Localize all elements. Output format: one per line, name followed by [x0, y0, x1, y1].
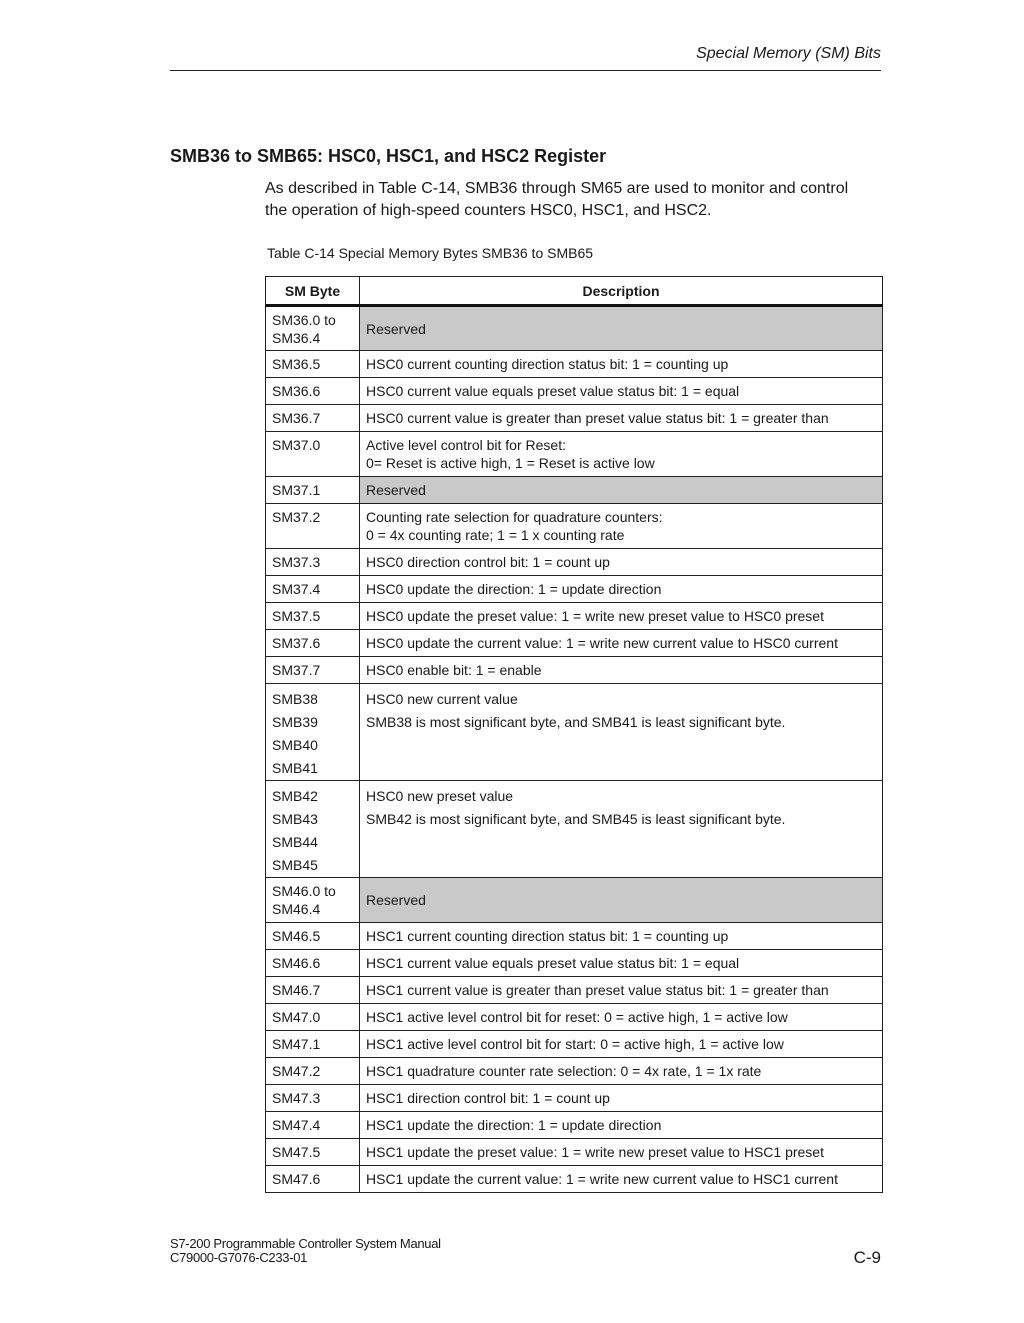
description-cell — [360, 549, 883, 576]
sm-byte-cell — [266, 549, 360, 576]
section-title: SMB36 to SMB65: HSC0, HSC1, and HSC2 Register — [170, 146, 607, 166]
sm-byte-label: SM47.3 — [272, 1090, 321, 1106]
description-line: HSC0 current value is greater than preset value status bit: 1 = greater than — [366, 410, 829, 426]
sm-byte-cell — [266, 1031, 360, 1058]
description-cell — [360, 1004, 883, 1031]
table-row — [266, 504, 883, 549]
description-line: HSC1 update the current value: 1 = write new current value to HSC1 current — [366, 1171, 838, 1187]
sm-byte-cell — [266, 1166, 360, 1193]
sm-byte-cell — [266, 477, 360, 504]
sm-byte-label: SM37.0 — [272, 437, 321, 453]
sm-byte-cell — [266, 1085, 360, 1112]
sm-byte-cell — [266, 1139, 360, 1166]
sm-byte-label: SM46.4 — [272, 901, 321, 917]
table-row — [266, 781, 883, 878]
description-cell — [360, 781, 883, 878]
description-line: SMB38 is most significant byte, and SMB41 is least significant byte. — [366, 714, 786, 730]
table-body — [266, 306, 883, 1193]
description-line: Reserved — [366, 482, 426, 498]
table-header-row — [266, 277, 883, 306]
description-cell — [360, 477, 883, 504]
running-head: Special Memory (SM) Bits — [696, 45, 881, 62]
description-line: HSC0 new preset value — [366, 788, 514, 804]
table-row — [266, 405, 883, 432]
sm-byte-cell — [266, 977, 360, 1004]
table-row — [266, 878, 883, 923]
sm-byte-label: SM47.5 — [272, 1144, 321, 1160]
sm-bytes-table — [265, 276, 883, 1193]
description-line: HSC0 direction control bit: 1 = count up — [366, 554, 610, 570]
sm-byte-label: SMB44 — [272, 834, 318, 850]
description-cell — [360, 504, 883, 549]
description-cell — [360, 1166, 883, 1193]
sm-byte-label: SM37.4 — [272, 581, 321, 597]
sm-byte-cell — [266, 504, 360, 549]
table-row — [266, 684, 883, 781]
intro-line: the operation of high-speed counters HSC0, HSC1, and HSC2. — [265, 202, 712, 219]
description-line: HSC0 update the direction: 1 = update direction — [366, 581, 662, 597]
description-line: SMB42 is most significant byte, and SMB45 is least significant byte. — [366, 811, 786, 827]
description-line: HSC1 active level control bit for reset: 0 = active high, 1 = active low — [366, 1009, 788, 1025]
sm-byte-label: SM37.1 — [272, 482, 321, 498]
description-cell — [360, 1085, 883, 1112]
sm-byte-label: SM36.0 to — [272, 312, 336, 328]
sm-byte-label: SM47.1 — [272, 1036, 321, 1052]
table-caption: Table C-14 Special Memory Bytes SMB36 to SMB65 — [267, 245, 594, 261]
description-cell — [360, 950, 883, 977]
sm-byte-cell — [266, 657, 360, 684]
table-row — [266, 1166, 883, 1193]
table-row — [266, 378, 883, 405]
description-line: 0 = 4x counting rate; 1 = 1 x counting rate — [366, 527, 625, 543]
sm-byte-cell — [266, 630, 360, 657]
description-cell — [360, 405, 883, 432]
sm-byte-cell — [266, 405, 360, 432]
sm-byte-label: SM37.7 — [272, 662, 321, 678]
description-cell — [360, 306, 883, 351]
intro-line: As described in Table C-14, SMB36 through SM65 are used to monitor and control — [265, 180, 849, 197]
description-line: 0= Reset is active high, 1 = Reset is active low — [366, 455, 655, 471]
description-line: HSC0 new current value — [366, 691, 518, 707]
description-line: HSC1 current value is greater than preset value status bit: 1 = greater than — [366, 982, 829, 998]
sm-byte-label: SM46.7 — [272, 982, 321, 998]
table-row — [266, 657, 883, 684]
order-number: C79000-G7076-C233-01 — [170, 1250, 308, 1265]
sm-byte-label: SM36.6 — [272, 383, 321, 399]
description-line: HSC0 current value equals preset value status bit: 1 = equal — [366, 383, 740, 399]
description-line: HSC1 active level control bit for start: 0 = active high, 1 = active low — [366, 1036, 784, 1052]
description-cell — [360, 378, 883, 405]
table-row — [266, 549, 883, 576]
table-row — [266, 603, 883, 630]
description-line: HSC1 current counting direction status bit: 1 = counting up — [366, 928, 729, 944]
table-row — [266, 306, 883, 351]
table-row — [266, 1139, 883, 1166]
sm-byte-label: SM37.5 — [272, 608, 321, 624]
sm-byte-label: SMB42 — [272, 788, 318, 804]
sm-byte-cell — [266, 603, 360, 630]
description-cell — [360, 657, 883, 684]
description-cell — [360, 1139, 883, 1166]
table-row — [266, 432, 883, 477]
description-cell — [360, 977, 883, 1004]
sm-byte-label: SM37.2 — [272, 509, 321, 525]
sm-byte-label: SM36.7 — [272, 410, 321, 426]
sm-byte-cell — [266, 576, 360, 603]
table-row — [266, 477, 883, 504]
description-line: Counting rate selection for quadrature counters: — [366, 509, 663, 525]
table-row — [266, 1058, 883, 1085]
sm-byte-cell — [266, 684, 360, 781]
column-header-sm-byte: SM Byte — [266, 277, 360, 306]
description-line: HSC0 current counting direction status bit: 1 = counting up — [366, 356, 729, 372]
description-cell — [360, 1031, 883, 1058]
table-row — [266, 576, 883, 603]
description-cell — [360, 1058, 883, 1085]
page-number: C-9 — [853, 1248, 881, 1267]
intro-paragraph — [265, 178, 885, 222]
sm-byte-label: SM46.0 to — [272, 883, 336, 899]
description-line: Reserved — [366, 892, 426, 908]
sm-byte-label: SMB45 — [272, 857, 318, 873]
sm-byte-label: SMB40 — [272, 737, 318, 753]
description-line: HSC1 update the preset value: 1 = write new preset value to HSC1 preset — [366, 1144, 824, 1160]
description-cell — [360, 603, 883, 630]
sm-byte-cell — [266, 306, 360, 351]
description-line: HSC1 update the direction: 1 = update direction — [366, 1117, 662, 1133]
sm-byte-cell — [266, 923, 360, 950]
description-line: Active level control bit for Reset: — [366, 437, 566, 453]
sm-byte-label: SMB41 — [272, 760, 318, 776]
description-line: HSC1 direction control bit: 1 = count up — [366, 1090, 610, 1106]
table-row — [266, 950, 883, 977]
sm-byte-label: SMB43 — [272, 811, 318, 827]
sm-byte-cell — [266, 878, 360, 923]
sm-byte-cell — [266, 378, 360, 405]
sm-byte-label: SM46.6 — [272, 955, 321, 971]
column-header-description: Description — [360, 277, 883, 306]
description-cell — [360, 576, 883, 603]
table-row — [266, 1004, 883, 1031]
description-cell — [360, 923, 883, 950]
table-row — [266, 1031, 883, 1058]
description-line: HSC0 enable bit: 1 = enable — [366, 662, 542, 678]
sm-byte-label: SM47.0 — [272, 1009, 321, 1025]
table-row — [266, 351, 883, 378]
sm-byte-label: SM36.5 — [272, 356, 321, 372]
sm-byte-cell — [266, 351, 360, 378]
table-row — [266, 630, 883, 657]
description-line: HSC0 update the preset value: 1 = write new preset value to HSC0 preset — [366, 608, 824, 624]
description-line: HSC0 update the current value: 1 = write new current value to HSC0 current — [366, 635, 838, 651]
description-cell — [360, 1112, 883, 1139]
description-cell — [360, 878, 883, 923]
table-row — [266, 1085, 883, 1112]
description-cell — [360, 432, 883, 477]
sm-byte-cell — [266, 1112, 360, 1139]
header-rule — [170, 70, 881, 71]
table-row — [266, 977, 883, 1004]
sm-byte-label: SM37.3 — [272, 554, 321, 570]
description-cell — [360, 630, 883, 657]
description-line: HSC1 current value equals preset value status bit: 1 = equal — [366, 955, 740, 971]
sm-byte-label: SM46.5 — [272, 928, 321, 944]
description-line: HSC1 quadrature counter rate selection: 0 = 4x rate, 1 = 1x rate — [366, 1063, 762, 1079]
sm-byte-label: SM37.6 — [272, 635, 321, 651]
sm-byte-cell — [266, 781, 360, 878]
sm-byte-cell — [266, 1058, 360, 1085]
description-cell — [360, 684, 883, 781]
description-cell — [360, 351, 883, 378]
sm-byte-label: SMB39 — [272, 714, 318, 730]
sm-byte-label: SM47.4 — [272, 1117, 321, 1133]
sm-byte-cell — [266, 432, 360, 477]
manual-title: S7-200 Programmable Controller System Manual — [170, 1236, 441, 1251]
sm-byte-cell — [266, 950, 360, 977]
table-row — [266, 923, 883, 950]
sm-byte-label: SM36.4 — [272, 330, 321, 346]
sm-byte-cell — [266, 1004, 360, 1031]
sm-byte-label: SM47.6 — [272, 1171, 321, 1187]
footer — [170, 1237, 441, 1265]
table-row — [266, 1112, 883, 1139]
sm-byte-label: SM47.2 — [272, 1063, 321, 1079]
sm-byte-label: SMB38 — [272, 691, 318, 707]
description-line: Reserved — [366, 320, 426, 337]
